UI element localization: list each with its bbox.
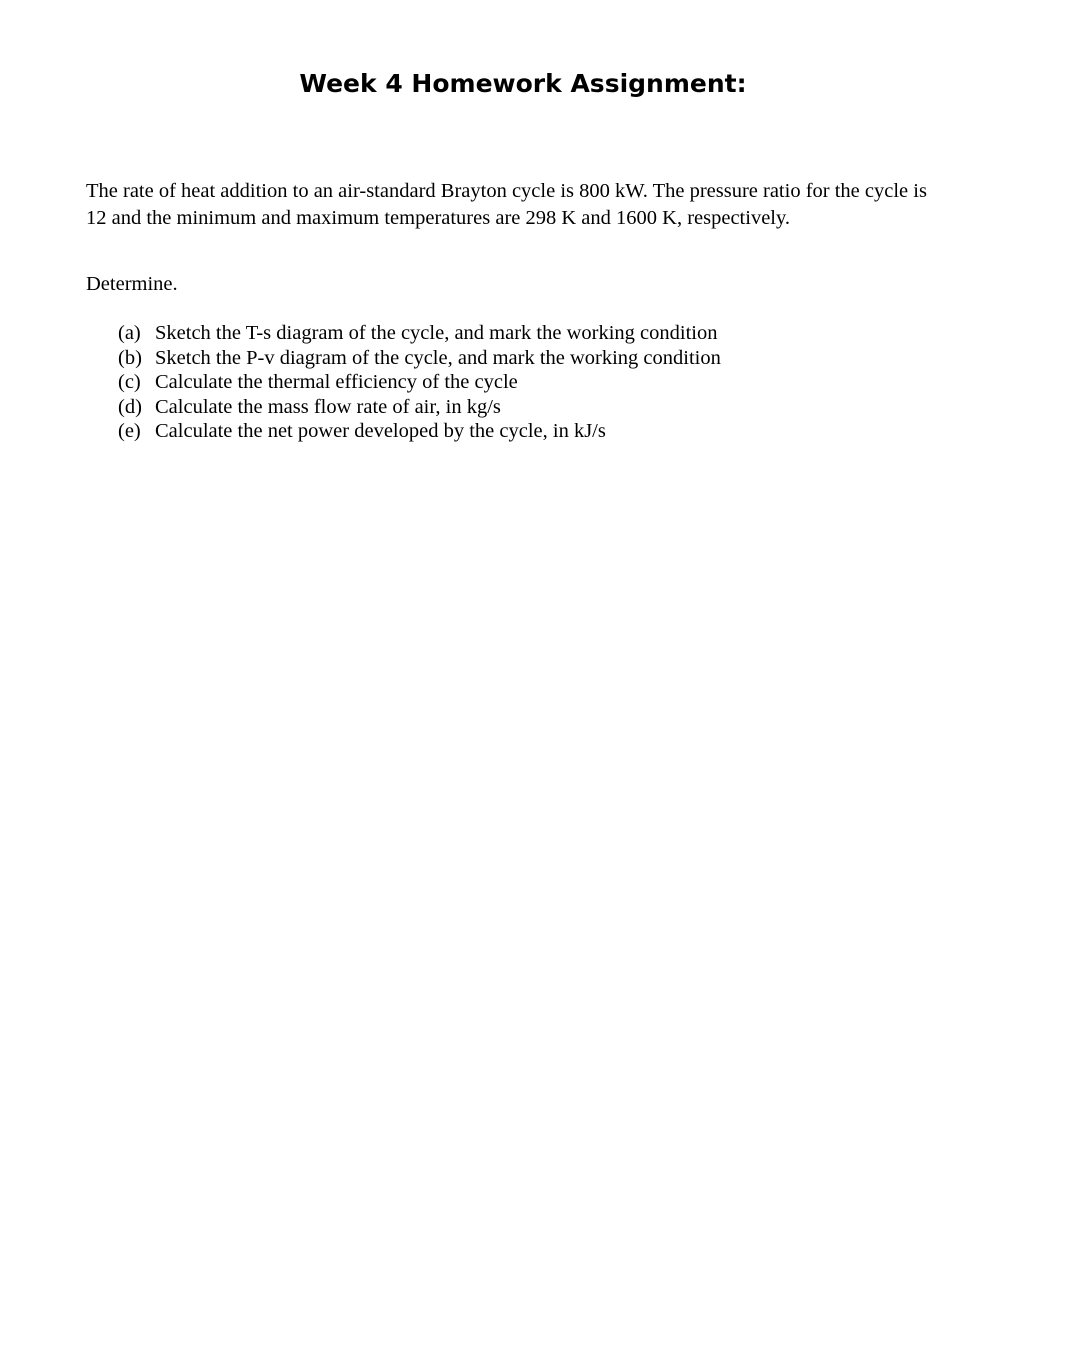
list-item — [118, 419, 721, 444]
task-list — [118, 321, 721, 444]
page-title: Week 4 Homework Assignment: — [299, 69, 747, 98]
task-marker: (e) — [118, 420, 141, 442]
task-text: Sketch the P-v diagram of the cycle, and mark the working condition — [155, 346, 721, 369]
task-text: Calculate the mass flow rate of air, in kg/s — [155, 395, 501, 418]
task-marker: (b) — [118, 346, 142, 369]
determine-label: Determine. — [86, 273, 178, 295]
list-item — [118, 346, 721, 371]
task-text: Calculate the net power developed by the cycle, in kJ/s — [155, 420, 606, 442]
task-text: Calculate the thermal efficiency of the cycle — [155, 371, 518, 393]
task-marker: (c) — [118, 371, 141, 393]
task-marker: (a) — [118, 322, 141, 344]
problem-statement-line: The rate of heat addition to an air-standard Brayton cycle is 800 kW. The pressure ratio for the cycle is — [86, 180, 927, 202]
task-marker: (d) — [118, 395, 142, 418]
list-item — [118, 395, 721, 420]
list-item — [118, 370, 721, 395]
task-text: Sketch the T-s diagram of the cycle, and mark the working condition — [155, 322, 718, 344]
problem-statement-line: 12 and the minimum and maximum temperatures are 298 K and 1600 K, respectively. — [86, 207, 791, 229]
problem-statement — [86, 178, 986, 232]
list-item — [118, 321, 721, 346]
